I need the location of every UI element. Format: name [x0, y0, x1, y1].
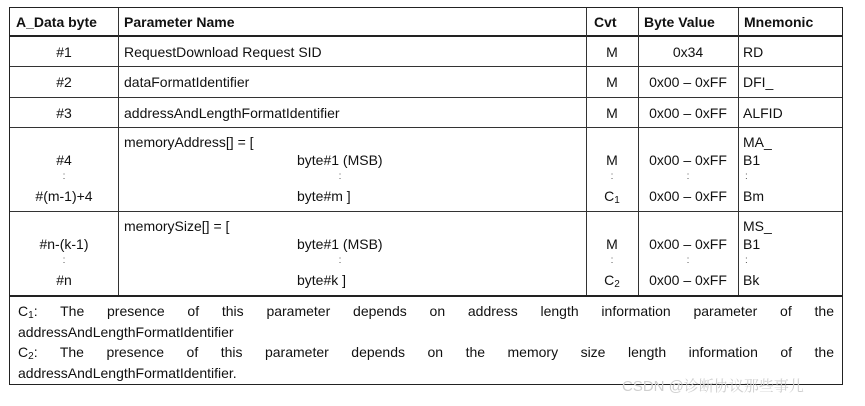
row-1-mnemonic: RD — [743, 44, 764, 60]
memory-address-index-last: #(m-1)+4 — [35, 188, 93, 204]
memory-address-value-ellipsis: : — [686, 171, 690, 182]
note-c2-line2: addressAndLengthFormatIdentifier. — [18, 365, 237, 381]
memory-address-cvt-ellipsis: : — [610, 171, 614, 182]
memory-size-mnemonic-ellipsis: : — [745, 255, 748, 266]
memory-size-value-ellipsis: : — [686, 255, 690, 266]
row-rule — [10, 127, 842, 128]
row-2-byte-value: 0x00 – 0xFF — [649, 74, 727, 90]
memory-size-name: memorySize[] = [ — [124, 218, 230, 234]
memory-size-cvt-first: M — [606, 236, 618, 252]
header-rule — [10, 35, 842, 37]
header-a-data-byte: A_Data byte — [16, 14, 97, 30]
memory-address-mnemonic-first: B1 — [743, 152, 761, 168]
memory-address-mnemonic-ellipsis: : — [745, 171, 748, 182]
memory-size-value-last: 0x00 – 0xFF — [649, 272, 727, 288]
header-mnemonic: Mnemonic — [744, 14, 814, 30]
row-2-cvt: M — [606, 74, 618, 90]
memory-address-value-last: 0x00 – 0xFF — [649, 188, 727, 204]
row-2-a-data-byte: #2 — [56, 74, 72, 90]
memory-address-index-first: #4 — [56, 152, 72, 168]
row-1-byte-value: 0x34 — [672, 44, 704, 60]
column-rule — [738, 8, 739, 295]
memory-size-cvt-last: $C_2$ — [604, 272, 620, 290]
row-1-cvt: M — [606, 44, 618, 60]
row-3-parameter-name: addressAndLengthFormatIdentifier — [124, 105, 340, 121]
row-rule — [10, 66, 842, 67]
memory-address-byte-first: byte#1 (MSB) — [297, 152, 383, 168]
memory-size-mnemonic-first: B1 — [743, 236, 761, 252]
note-c1-line1: $C_1$: The presence of this parameter depends on address length information parameter of the — [18, 303, 834, 321]
row-2-parameter-name: dataFormatIdentifier — [124, 74, 250, 90]
memory-size-index-ellipsis: : — [62, 255, 66, 266]
row-3-mnemonic: ALFID — [743, 105, 783, 121]
header-byte-value: Byte Value — [644, 14, 715, 30]
memory-address-byte-last: byte#m ] — [297, 188, 351, 204]
memory-size-index-last: #n — [56, 272, 72, 288]
memory-address-cvt-first: M — [606, 152, 618, 168]
memory-address-byte-ellipsis: : — [338, 171, 342, 182]
column-rule — [118, 8, 119, 295]
memory-size-mnemonic-prefix: MS_ — [743, 218, 772, 234]
memory-size-value-first: 0x00 – 0xFF — [649, 236, 727, 252]
memory-size-mnemonic-last: Bk — [743, 272, 760, 288]
memory-address-index-ellipsis: : — [62, 171, 66, 182]
watermark: CSDN @诊断协议那些事儿 — [622, 378, 804, 395]
note-c1-line2: addressAndLengthFormatIdentifier — [18, 324, 234, 340]
memory-address-mnemonic-last: Bm — [743, 188, 764, 204]
memory-size-byte-last: byte#k ] — [297, 272, 347, 288]
memory-address-cvt-last: $C_1$ — [604, 188, 620, 206]
memory-size-index-first: #n-(k-1) — [39, 236, 89, 252]
row-3-byte-value: 0x00 – 0xFF — [649, 105, 727, 121]
row-1-a-data-byte: #1 — [56, 44, 72, 60]
row-1-parameter-name: RequestDownload Request SID — [124, 44, 322, 60]
parameter-table — [9, 7, 843, 385]
row-rule — [10, 211, 842, 212]
row-3-cvt: M — [606, 105, 618, 121]
row-3-a-data-byte: #3 — [56, 105, 72, 121]
header-parameter-name: Parameter Name — [124, 14, 235, 30]
memory-size-cvt-ellipsis: : — [610, 255, 614, 266]
memory-address-mnemonic-prefix: MA_ — [743, 134, 772, 150]
memory-address-value-first: 0x00 – 0xFF — [649, 152, 727, 168]
notes-rule — [10, 295, 842, 297]
row-rule — [10, 97, 842, 98]
header-cvt: Cvt — [594, 14, 617, 30]
note-c1 — [18, 303, 834, 340]
note-c2-line1: $C_2$: The presence of this parameter depends on the memory size length information of the — [18, 344, 834, 362]
memory-size-byte-ellipsis: : — [338, 255, 342, 266]
memory-address-name: memoryAddress[] = [ — [124, 134, 254, 150]
memory-size-byte-first: byte#1 (MSB) — [297, 236, 383, 252]
row-2-mnemonic: DFI_ — [743, 74, 774, 90]
